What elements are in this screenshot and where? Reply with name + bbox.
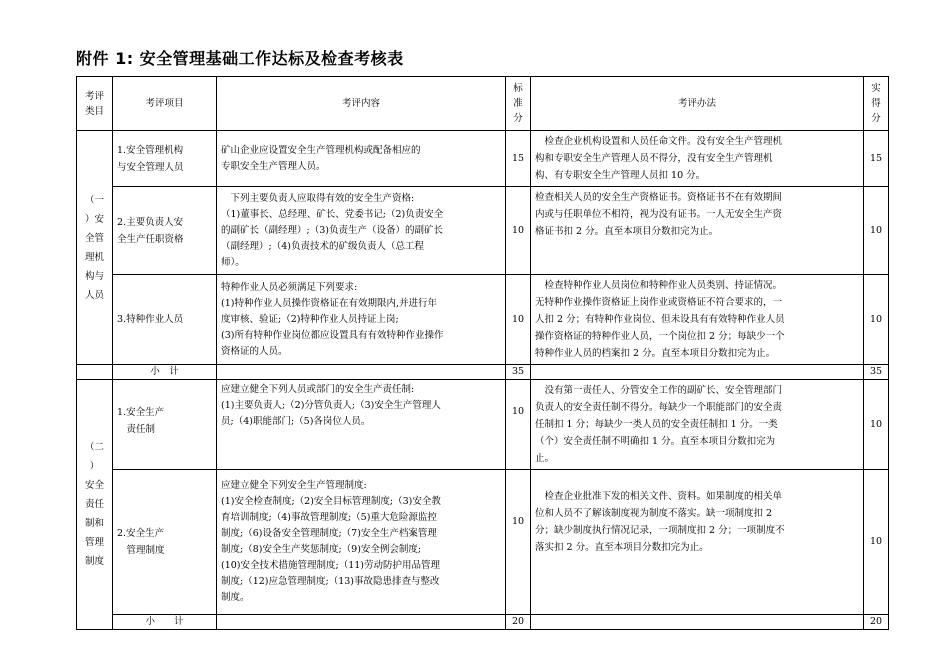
empty-cell: [77, 365, 113, 380]
table-row: [77, 131, 889, 187]
content-cell: 特种作业人员必须满足下列要求: (1)特种作业人员操作资格证在有效期限内,并进行年 度审核、验证;（2)特种作业人员持证上岗; (3)所有特种作业岗位都应设置具有有效特种作业操作 资格证的人员。: [217, 275, 506, 365]
subtotal-actual: 35: [864, 365, 889, 380]
header-actual: 实 得 分: [864, 77, 889, 131]
empty-cell: [217, 365, 506, 380]
table-row: [77, 187, 889, 275]
content-cell: 下列主要负责人应取得有效的安全生产资格: （1)董事长、总经理、矿长、党委书记;（2)负责安全 的副矿长（副经理）;（3)负责生产（设备）的副矿长 （副经理）;（4)负责技术的矿级负责人（总工程 师）。: [217, 187, 506, 275]
item-cell: 1.安全管理机构 与安全管理人员: [113, 131, 217, 187]
standard-score: 10: [506, 380, 531, 470]
subtotal-row: [77, 365, 889, 380]
method-cell: 检查企业机构设置和人员任命文件。没有安全生产管理机 构和专职安全生产管理人员不得分，没有安全生产管理机 构、有专职安全生产管理人员扣 10 分。: [531, 131, 864, 187]
method-cell: 检查特种作业人员岗位和特种作业人员类别、持证情况。 无特种作业操作资格证上岗作业或资格证不符合要求的，一 人扣 2 分；有特种作业岗位、但未设具有有效特种作业人员 操作资格证的特种作业人员，一个岗位扣 2 分；每缺少一个 特种作业人员的档案扣 2 分。直至本项目分数扣完为止。: [531, 275, 864, 365]
standard-score: 10: [506, 470, 531, 615]
subtotal-standard: 20: [506, 615, 531, 630]
header-row: [77, 77, 889, 131]
standard-score: 10: [506, 275, 531, 365]
document-title: 附件 1: 安全管理基础工作达标及检查考核表: [76, 49, 404, 68]
content-cell: 应建立健全下列人员或部门的安全生产责任制: (1)主要负责人;（2)分管负责人;（3)安全生产管理人 员;（4)职能部门;（5)各岗位人员。: [217, 380, 506, 470]
content-cell: 矿山企业应设置安全生产管理机构或配备相应的 专职安全生产管理人员。: [217, 131, 506, 187]
method-cell: 检查相关人员的安全生产资格证书。资格证书不在有效期间 内或与任职单位不相符，视为没有证书。一人无安全生产资 格证书扣 2 分。直至本项目分数扣完为止。: [531, 187, 864, 275]
category-cell: （二 ） 安全 责任 制和 管理 制度: [77, 380, 113, 630]
actual-score: 10: [864, 380, 889, 470]
category-cell: （一 ）安 全管 理机 构与 人员: [77, 131, 113, 365]
empty-cell: [531, 615, 864, 630]
standard-score: 10: [506, 187, 531, 275]
table-row: [77, 275, 889, 365]
item-cell: 2.主要负责人安 全生产任职资格: [113, 187, 217, 275]
subtotal-label: 小 计: [113, 365, 217, 380]
table-row: [77, 470, 889, 615]
subtotal-label: 小 计: [113, 615, 217, 630]
standard-score: 15: [506, 131, 531, 187]
assessment-table: [76, 76, 889, 630]
subtotal-row: [77, 615, 889, 630]
header-item: 考评项目: [113, 77, 217, 131]
actual-score: 15: [864, 131, 889, 187]
item-cell: 1.安全生产 责任制: [113, 380, 217, 470]
table-row: [77, 380, 889, 470]
subtotal-standard: 35: [506, 365, 531, 380]
method-cell: 没有第一责任人、分管安全工作的副矿长、安全管理部门 负责人的安全责任制不得分。每缺少一个职能部门的安全责 任制扣 1 分；每缺少一类人员的安全责任制扣 1 分。一类 （个）安全责任制不明确扣 1 分。直至本项目分数扣完为 止。: [531, 380, 864, 470]
item-cell: 3.特种作业人员: [113, 275, 217, 365]
item-cell: 2.安全生产 管理制度: [113, 470, 217, 615]
method-cell: 检查企业批准下发的相关文件、资料。如果制度的相关单 位和人员不了解该制度视为制度不落实。缺一项制度扣 2 分；缺少制度执行情况记录，一项制度扣 2 分；一项制度不 落实扣 2 分。直至本项目分数扣完为止。: [531, 470, 864, 615]
header-content: 考评内容: [217, 77, 506, 131]
header-category: 考评 类目: [77, 77, 113, 131]
header-method: 考评办法: [531, 77, 864, 131]
empty-cell: [531, 365, 864, 380]
actual-score: 10: [864, 187, 889, 275]
actual-score: 10: [864, 275, 889, 365]
header-standard: 标 准 分: [506, 77, 531, 131]
empty-cell: [217, 615, 506, 630]
content-cell: 应建立健全下列安全生产管理制度: (1)安全检查制度;（2)安全目标管理制度;（3)安全教 育培训制度;（4)事故管理制度;（5)重大危险源监控 制度;（6)设备安全管理制度;（7)安全生产档案管理 制度;（8)安全生产奖惩制度;（9)安全例会制度; (10)安全技术措施管理制度;（11)劳动防护用品管理 制度;（12)应急管理制度;（13)事故隐患排查与整改 制度。: [217, 470, 506, 615]
actual-score: 10: [864, 470, 889, 615]
subtotal-actual: 20: [864, 615, 889, 630]
